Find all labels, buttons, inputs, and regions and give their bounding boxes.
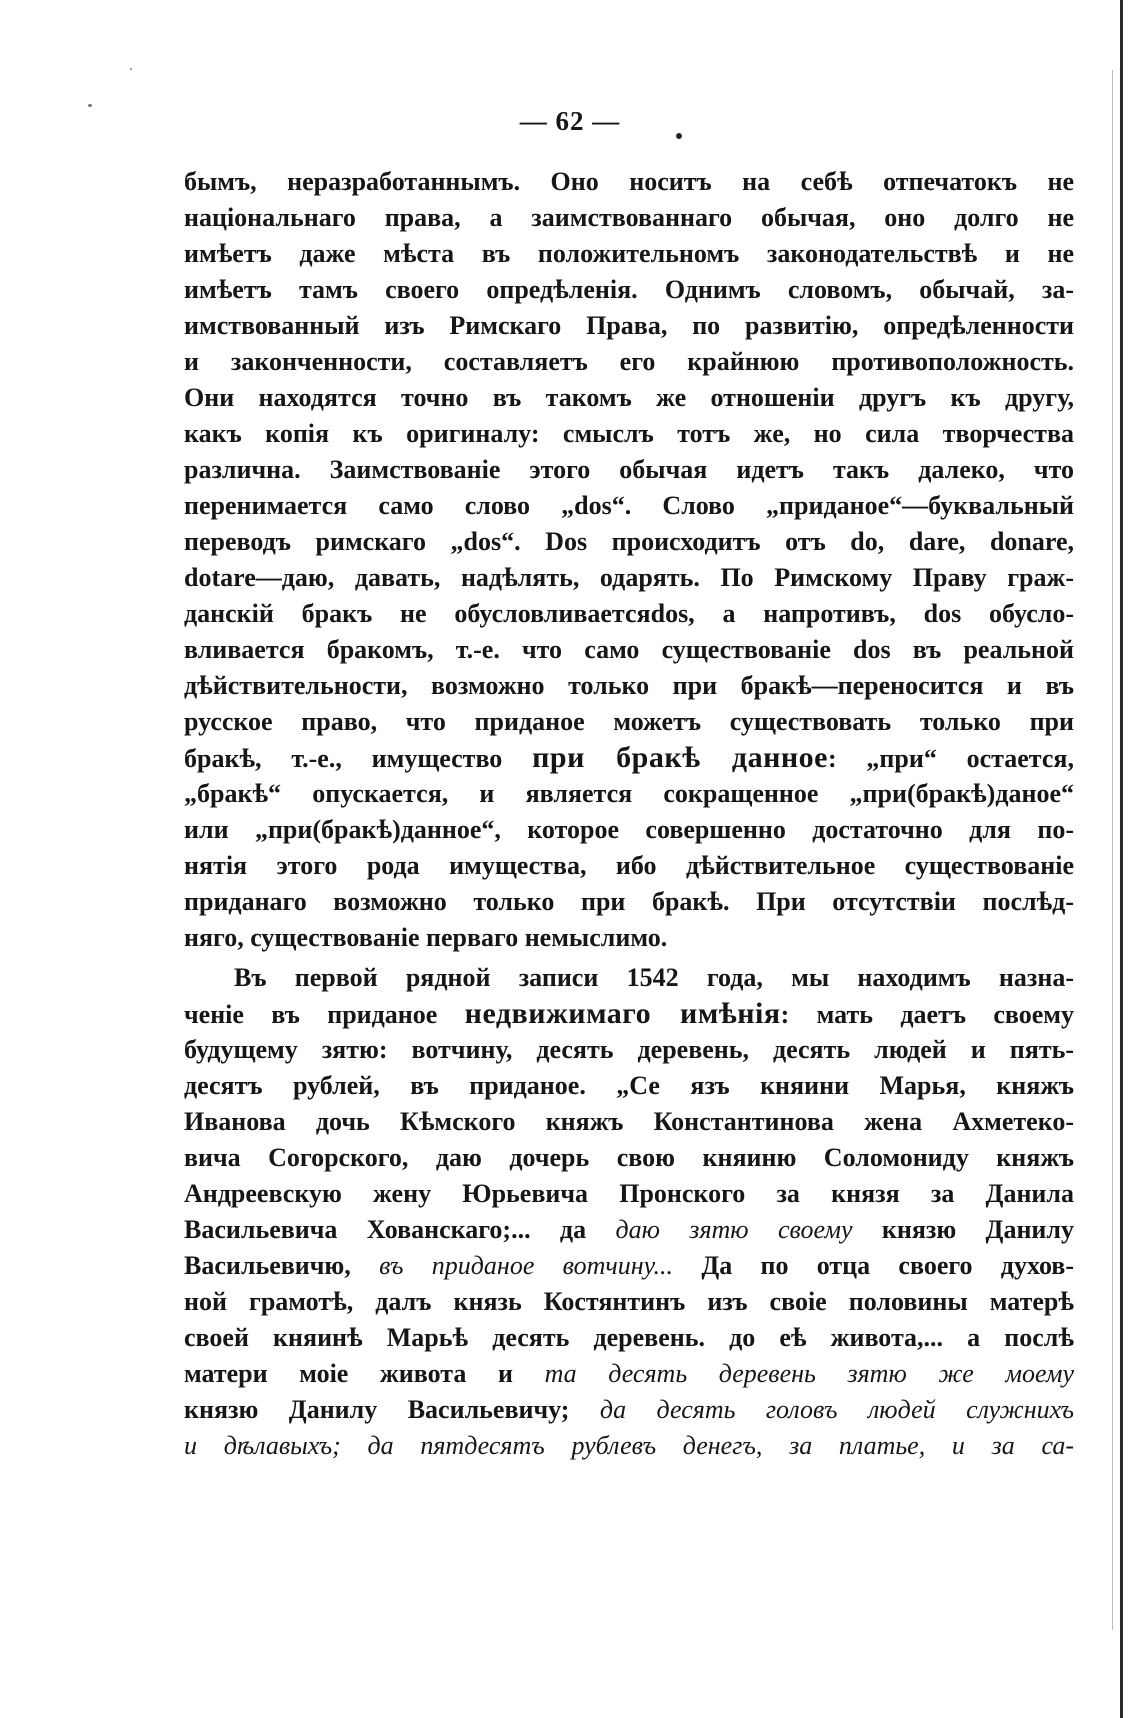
text-run: нятія этого рода имущества, ибо дѣйствительное существованіе <box>184 851 1074 880</box>
text-line <box>184 272 1074 308</box>
text-line <box>184 884 1074 920</box>
text-run: національнаго права, а заимствованнаго обычая, оно долго не <box>184 203 1074 232</box>
text-run: десятъ рублей, въ приданое. „Се язъ княини Марья, княжъ <box>184 1071 1074 1100</box>
text-run: Въ первой рядной записи 1542 года, мы находимъ назна- <box>234 963 1074 992</box>
text-run: ченіе въ приданое <box>184 1000 465 1029</box>
text-line <box>184 1212 1074 1248</box>
text-line <box>184 452 1074 488</box>
text-run: ной грамотѣ, далъ князь Костянтинъ изъ своіе половины матерѣ <box>184 1287 1074 1316</box>
text-run: няго, существованіе перваго немыслимо. <box>184 923 668 952</box>
body-text <box>184 164 1074 1464</box>
text-line <box>184 1392 1074 1428</box>
page-number: — 62 — <box>519 106 621 136</box>
text-run: перенимается само слово „dos“. Слово „приданое“—буквальный <box>184 491 1074 520</box>
text-run: или „при(бракѣ)данное“, которое совершенно достаточно для по- <box>184 815 1074 844</box>
text-run: дѣйствительности, возможно только при бракѣ—переносится и въ <box>184 671 1074 700</box>
text-run: имѣетъ тамъ своего опредѣленія. Однимъ словомъ, обычай, за- <box>184 275 1074 304</box>
text-run: князю Данилу <box>852 1215 1074 1244</box>
page-edge-shadow <box>1112 70 1113 1630</box>
text-run: князю Данилу Васильевичу; <box>184 1395 600 1424</box>
text-run: Да по отца своего духов- <box>673 1251 1075 1280</box>
text-run: данскій бракъ не обусловливаетсяdos, а напротивъ, dos обусло- <box>184 599 1074 628</box>
scan-speck <box>130 68 132 70</box>
text-line <box>184 668 1074 704</box>
text-run: : „при“ остается, <box>827 744 1075 773</box>
italic-quote: да десять головъ людей служнихъ <box>599 1395 1074 1424</box>
text-line <box>184 960 1074 996</box>
emphasized-phrase: недвижимаго имѣнія <box>464 997 781 1030</box>
text-run: переводъ римскаго „dos“. Dos происходитъ отъ do, dare, donare, <box>184 527 1074 556</box>
text-line <box>184 560 1074 596</box>
italic-quote: въ приданое вотчину... <box>379 1251 674 1280</box>
text-line <box>184 776 1074 812</box>
text-line <box>184 812 1074 848</box>
text-line <box>184 200 1074 236</box>
text-line <box>184 380 1074 416</box>
text-line <box>184 1176 1074 1212</box>
text-line <box>184 1032 1074 1068</box>
text-line <box>184 848 1074 884</box>
text-run: вича Согорского, даю дочерь свою княиню Соломониду княжъ <box>184 1143 1074 1172</box>
text-run: различна. Заимствованіе этого обычая идетъ такъ далеко, что <box>184 455 1074 484</box>
text-run: вливается бракомъ, т.-е. что само существованіе dos въ реальной <box>184 635 1074 664</box>
text-line <box>184 236 1074 272</box>
text-run: какъ копія къ оригиналу: смыслъ тотъ же, но сила творчества <box>184 419 1074 448</box>
text-line <box>184 1068 1074 1104</box>
text-line <box>184 344 1074 380</box>
text-run: приданаго возможно только при бракѣ. При отсутствіи послѣд- <box>184 887 1074 916</box>
text-line <box>184 1284 1074 1320</box>
text-line <box>184 1428 1074 1464</box>
paragraph <box>184 960 1074 1464</box>
text-line <box>184 740 1074 776</box>
text-line <box>184 164 1074 200</box>
italic-quote: даю зятю своему <box>615 1215 853 1244</box>
text-run: бракѣ, т.-е., имущество <box>184 744 533 773</box>
text-run: Васильевичю, <box>184 1251 380 1280</box>
page-edge-rule <box>1120 0 1123 1718</box>
text-run: и законченности, составляетъ его крайнюю противоположность. <box>184 347 1074 376</box>
text-line <box>184 1140 1074 1176</box>
emphasized-phrase: при бракѣ данное <box>532 741 828 774</box>
text-run: русское право, что приданое можетъ существовать только при <box>184 707 1074 736</box>
text-line <box>184 596 1074 632</box>
text-line <box>184 308 1074 344</box>
text-run: имѣетъ даже мѣста въ положительномъ законодательствѣ и не <box>184 239 1074 268</box>
text-line <box>184 1320 1074 1356</box>
text-line <box>184 416 1074 452</box>
italic-quote: и дѣлавыхъ; да пятдесятъ рублевъ денегъ, за платье, и за са- <box>184 1431 1074 1460</box>
text-run: своей княинѣ Марьѣ десять деревень. до еѣ живота,... а послѣ <box>184 1323 1074 1352</box>
text-run: Иванова дочь Кѣмского княжъ Константинова жена Ахметеко- <box>184 1107 1074 1136</box>
text-line <box>184 1356 1074 1392</box>
text-run: бымъ, неразработаннымъ. Оно носитъ на себѣ отпечатокъ не <box>184 167 1074 196</box>
text-line <box>184 704 1074 740</box>
text-line <box>184 488 1074 524</box>
text-line <box>184 1248 1074 1284</box>
text-line <box>184 920 1074 956</box>
text-line <box>184 524 1074 560</box>
paragraph <box>184 164 1074 956</box>
text-run: Васильевича Хованскаго;... да <box>184 1215 616 1244</box>
text-run: будущему зятю: вотчину, десять деревень, десять людей и пять- <box>184 1035 1074 1064</box>
text-run: : мать даетъ своему <box>780 1000 1075 1029</box>
text-run: Они находятся точно въ такомъ же отношеніи другъ къ другу, <box>184 383 1074 412</box>
text-run: Андреевскую жену Юрьевича Пронского за князя за Данила <box>184 1179 1074 1208</box>
text-line <box>184 632 1074 668</box>
text-line <box>184 996 1074 1032</box>
text-run: dotare—даю, давать, надѣлять, одарять. По Римскому Праву граж- <box>184 563 1074 592</box>
text-run: матери моіе живота и <box>184 1359 545 1388</box>
text-line <box>184 1104 1074 1140</box>
text-run: имствованный изъ Римскаго Права, по развитію, опредѣленности <box>184 311 1074 340</box>
text-run: „бракѣ“ опускается, и является сокращенное „при(бракѣ)даное“ <box>184 779 1074 808</box>
italic-quote: та десять деревень зятю же моему <box>544 1359 1074 1388</box>
